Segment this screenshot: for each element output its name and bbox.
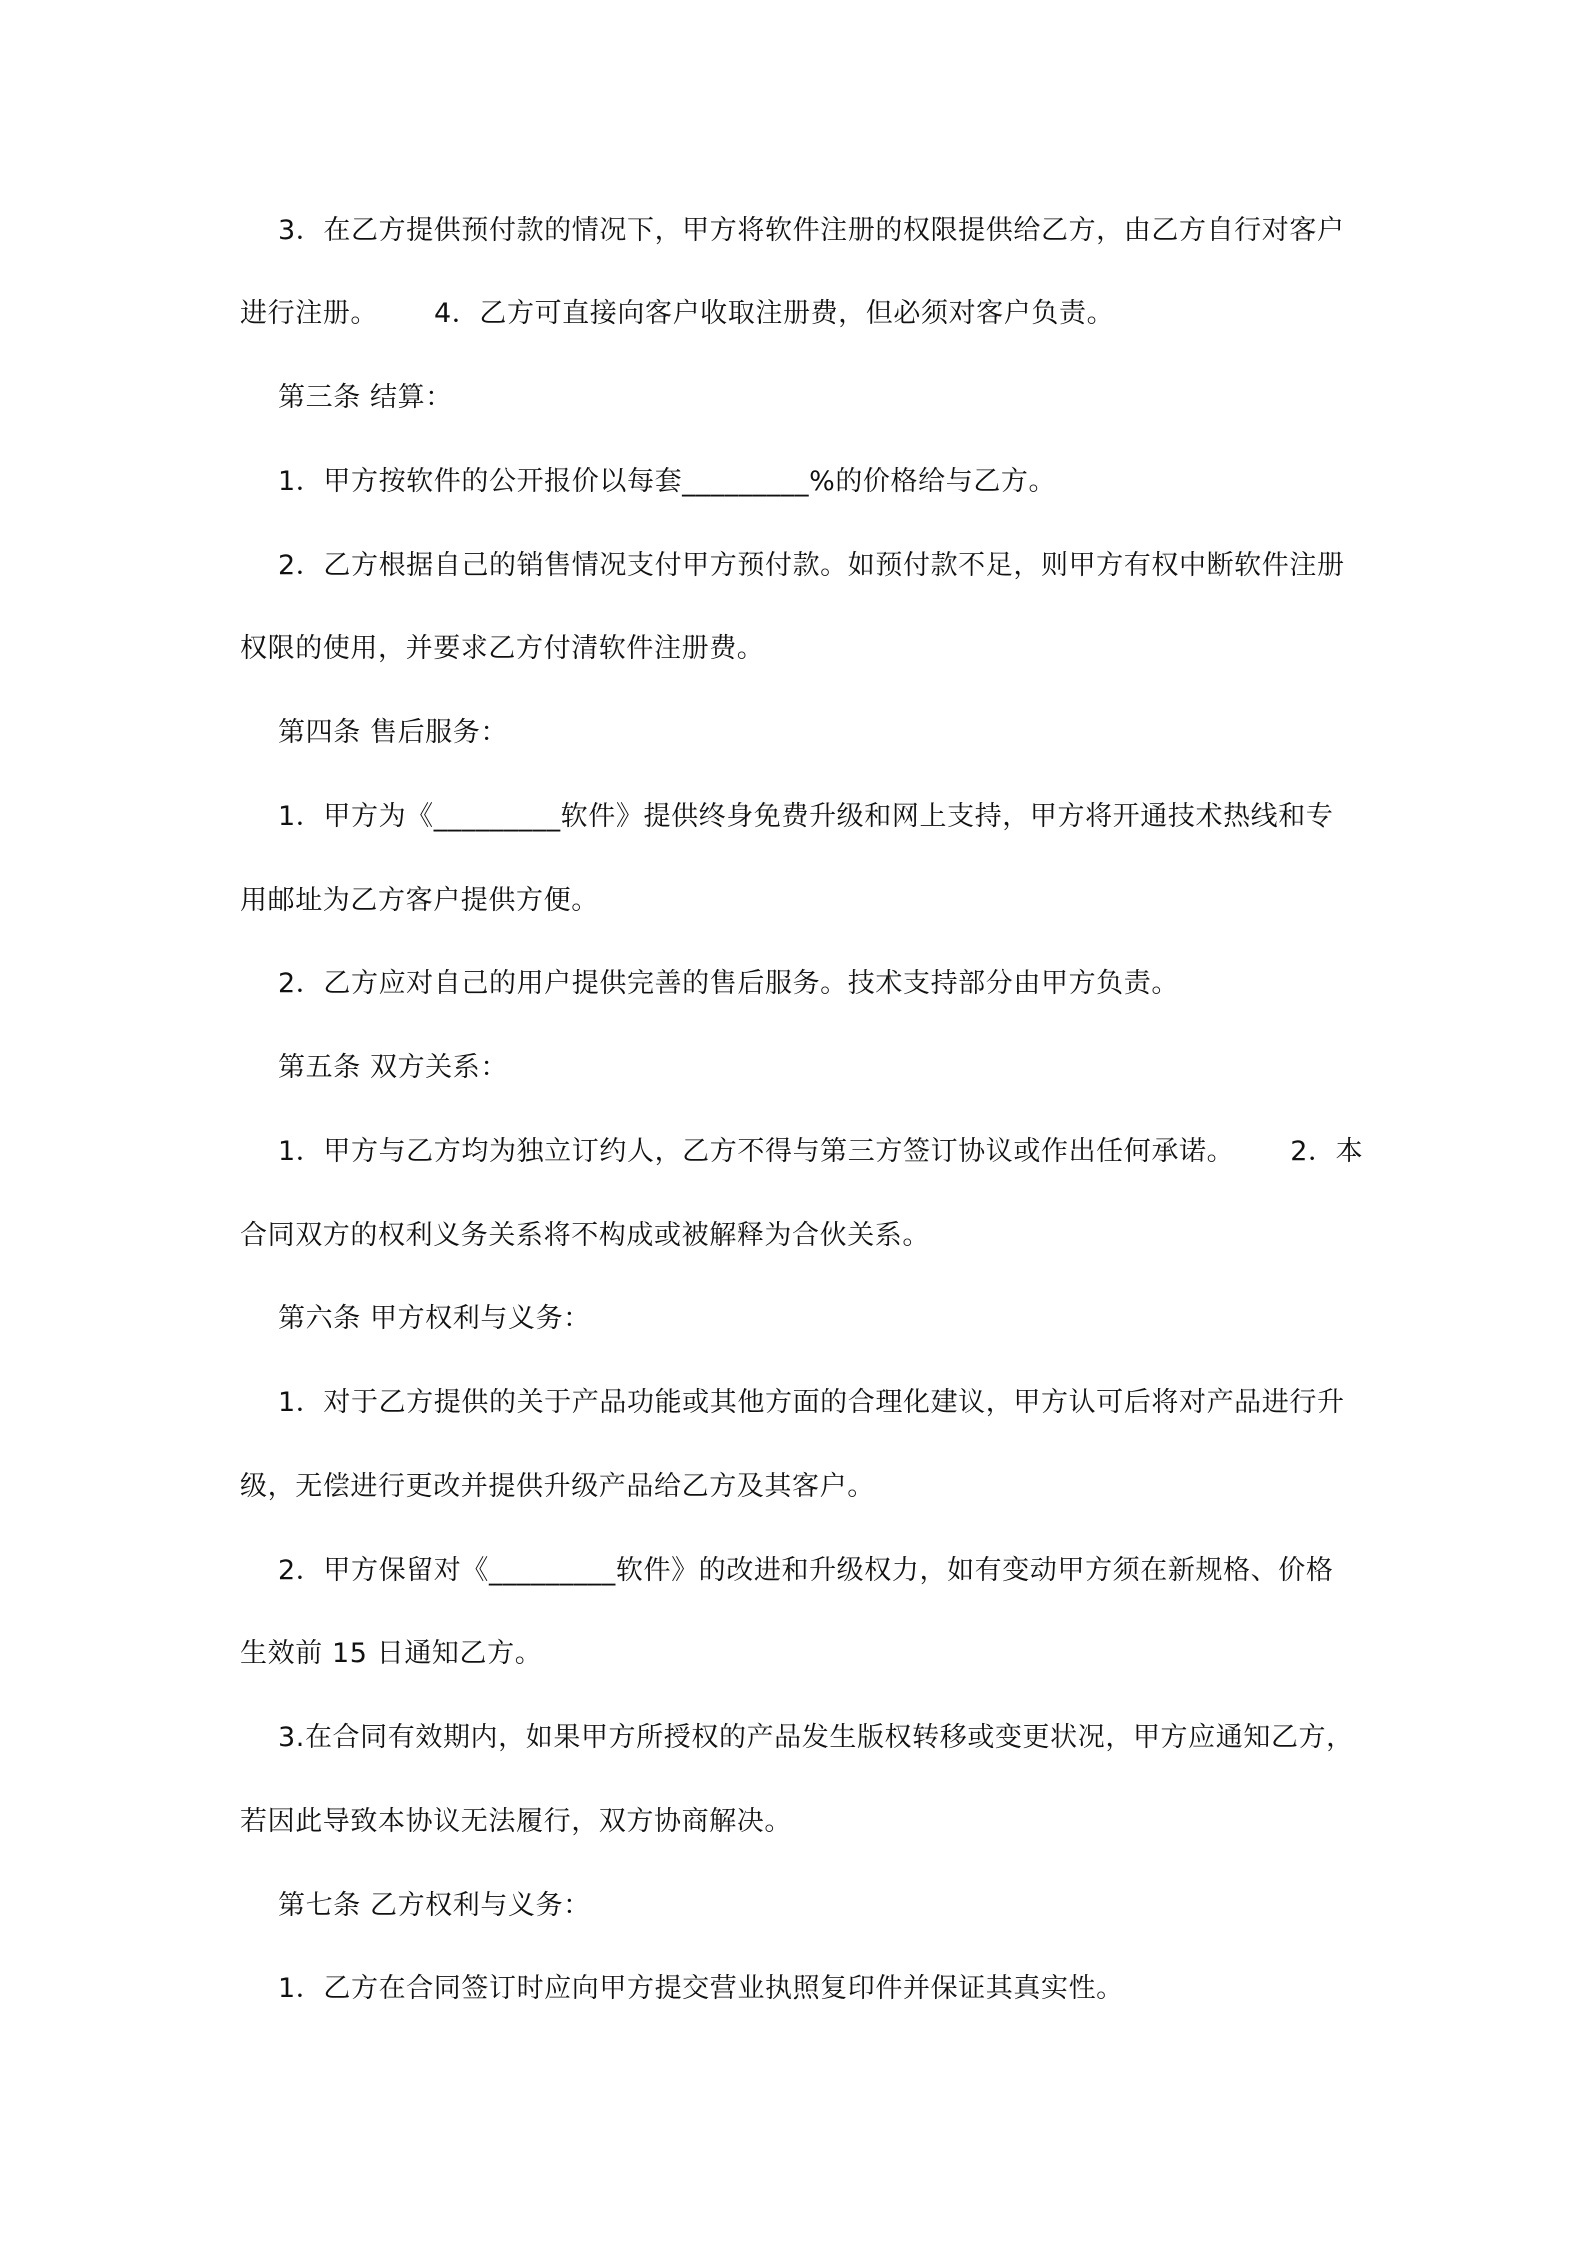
- paragraph-line: [240, 294, 1360, 334]
- section-heading: 第六条 甲方权利与义务：: [278, 1303, 591, 1334]
- paragraph-line: 2．甲方保留对《_________软件》的改进和升级权力，如有变动甲方须在新规格、价格: [278, 1555, 1334, 1586]
- paragraph-line: 2．乙方应对自己的用户提供完善的售后服务。技术支持部分由甲方负责。: [278, 968, 1179, 999]
- section-heading: 第七条 乙方权利与义务：: [278, 1890, 591, 1921]
- section-heading: 第三条 结算：: [278, 382, 453, 413]
- paragraph-text: 1．甲方与乙方均为独立订约人，乙方不得与第三方签订协议或作出任何承诺。: [278, 1136, 1235, 1167]
- paragraph-line: 2．乙方根据自己的销售情况支付甲方预付款。如预付款不足，则甲方有权中断软件注册: [278, 550, 1345, 581]
- paragraph-text: 2．本: [1290, 1136, 1364, 1167]
- section-heading: 第四条 售后服务：: [278, 717, 508, 748]
- paragraph-line: 若因此导致本协议无法履行，双方协商解决。: [240, 1806, 792, 1837]
- paragraph-line: 1．甲方为《_________软件》提供终身免费升级和网上支持，甲方将开通技术热线和专: [278, 801, 1334, 832]
- paragraph-line: 权限的使用，并要求乙方付清软件注册费。: [240, 633, 765, 664]
- paragraph-line: 1．甲方按软件的公开报价以每套_________%的价格给与乙方。: [278, 466, 1057, 497]
- paragraph-line: 级，无偿进行更改并提供升级产品给乙方及其客户。: [240, 1471, 875, 1502]
- paragraph-line: 1．乙方在合同签订时应向甲方提交营业执照复印件并保证其真实性。: [278, 1973, 1124, 2004]
- paragraph-line: 1．对于乙方提供的关于产品功能或其他方面的合理化建议，甲方认可后将对产品进行升: [278, 1387, 1345, 1418]
- section-heading: 第五条 双方关系：: [278, 1052, 508, 1083]
- paragraph-text: 4．乙方可直接向客户收取注册费，但必须对客户负责。: [434, 298, 1115, 329]
- paragraph-line: 合同双方的权利义务关系将不构成或被解释为合伙关系。: [240, 1220, 930, 1251]
- paragraph-line: 3.在合同有效期内，如果甲方所授权的产品发生版权转移或变更状况，甲方应通知乙方，: [278, 1722, 1354, 1753]
- paragraph-line: 3．在乙方提供预付款的情况下，甲方将软件注册的权限提供给乙方，由乙方自行对客户: [278, 215, 1345, 246]
- paragraph-text: 进行注册。: [240, 298, 378, 329]
- paragraph-line: [278, 1132, 1398, 1172]
- paragraph-line: 生效前 15 日通知乙方。: [240, 1638, 543, 1669]
- paragraph-line: 用邮址为乙方客户提供方便。: [240, 885, 599, 916]
